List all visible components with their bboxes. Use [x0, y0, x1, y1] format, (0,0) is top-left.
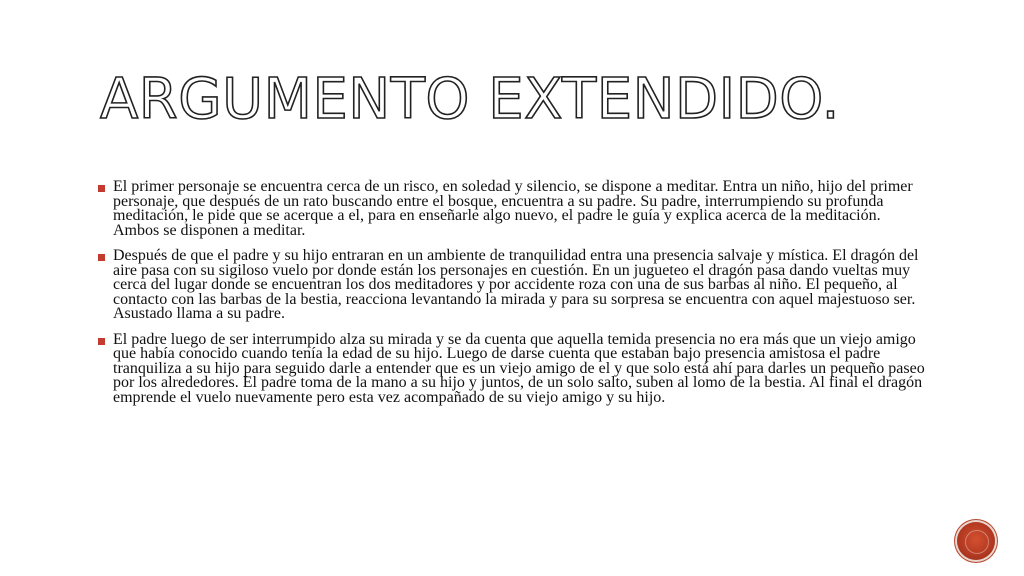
square-bullet-icon	[98, 185, 105, 192]
slide-nav-button[interactable]	[957, 522, 995, 560]
square-bullet-icon	[98, 254, 105, 261]
square-bullet-icon	[98, 338, 105, 345]
slide-title: ARGUMENTO EXTENDIDO.	[100, 67, 840, 132]
bullet-list	[98, 180, 928, 416]
bullet-text: El padre luego de ser interrumpido alza su mirada y se da cuenta que aquella temida presencia no era más que un viejo amigo que había conocido cuando tenía la edad de su hijo. Luego de darse cuenta que estaban bajo presencia amistosa el padre tranquiliza a su hijo para seguido darle a entender que es un viejo amigo de el y que solo está ahí para darles un pequeño paseo por los alrededores. El padre toma de la mano a su hijo y juntos, de un solo salto, suben al lomo de la bestia. Al final el dragón emprende el vuelo nuevamente pero esta vez acompañado de su viejo amigo y su hijo.	[113, 330, 925, 406]
bullet-item	[98, 330, 928, 406]
bullet-item	[98, 180, 928, 238]
bullet-item	[98, 249, 928, 322]
bullet-text: Después de que el padre y su hijo entraran en un ambiente de tranquilidad entra una presencia salvaje y mística. El dragón del aire pasa con su sigiloso vuelo por donde están los personajes en cuestión. En un jugueteo el dragón pasa dando vueltas muy cerca del lugar donde se encuentran los dos meditadores y por accidente roza con una de sus barbas al niño. El pequeño, al contacto con las barbas de la bestia, reacciona levantando la mirada y para su sorpresa se encuentra con aquel majestuoso ser. Asustado llama a su padre.	[113, 247, 919, 322]
bullet-text: El primer personaje se encuentra cerca de un risco, en soledad y silencio, se dispone a meditar. Entra un niño, hijo del primer personaje, que después de un rato buscando entre el bosque, encuentra a su padre. Su padre, interrumpiendo su profunda meditación, le pide que se acerque a el, para en enseñarle algo nuevo, el padre le guía y explica acerca de la meditación. Ambos se disponen a meditar.	[113, 178, 913, 239]
circle-icon	[965, 530, 989, 554]
